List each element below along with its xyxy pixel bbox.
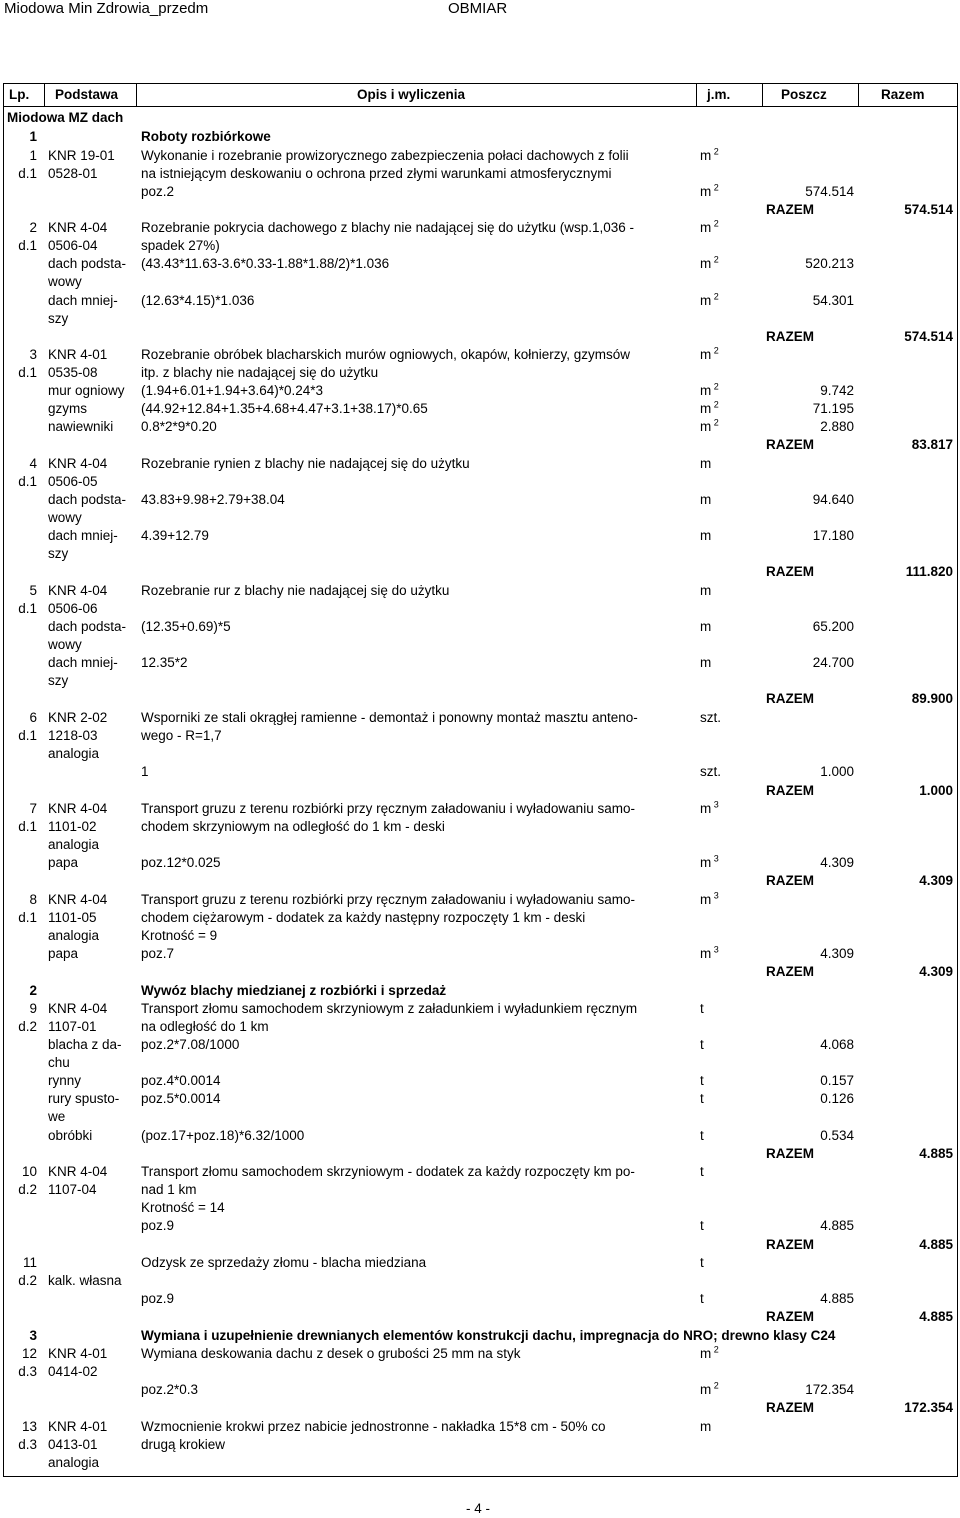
item-basis: rury spusto- — [48, 1091, 120, 1106]
unit-of-measure: t — [700, 1037, 704, 1052]
item-description: chodem skrzyniowym na odległość do 1 km - deski — [141, 819, 445, 834]
item-number: 7 — [29, 801, 37, 816]
item-basis: analogia — [48, 928, 100, 943]
section-number: 3 — [29, 1328, 37, 1343]
total-value: 4.885 — [919, 1146, 953, 1161]
partial-quantity: 71.195 — [812, 401, 854, 416]
unit-of-measure: t — [700, 1291, 704, 1306]
item-basis: papa — [48, 855, 79, 870]
item-basis: 1107-01 — [48, 1019, 97, 1034]
item-number: 10 — [21, 1164, 37, 1179]
total-value: 1.000 — [919, 783, 953, 798]
partial-quantity: 172.354 — [805, 1382, 854, 1397]
unit-of-measure: m — [700, 456, 712, 471]
partial-quantity: 0.534 — [820, 1128, 854, 1143]
item-basis: 1101-02 — [48, 819, 97, 834]
unit-of-measure: m — [700, 619, 712, 634]
total-label: RAZEM — [766, 1400, 814, 1415]
unit-of-measure: m $^3$ — [700, 944, 719, 961]
column-header-poszcz: Poszcz — [781, 87, 827, 102]
unit-of-measure: m $^2$ — [700, 146, 719, 163]
item-basis: szy — [48, 546, 69, 561]
item-description: 0.8*2*9*0.20 — [141, 419, 217, 434]
item-description: Rozebranie obróbek blacharskich murów ogniowych, okapów, kołnierzy, gzymsów — [141, 347, 630, 362]
item-number: d.2 — [18, 1019, 37, 1034]
item-description: 43.83+9.98+2.79+38.04 — [141, 492, 285, 507]
item-basis: 0528-01 — [48, 166, 98, 181]
document-section: OBMIAR — [448, 0, 508, 17]
item-basis: KNR 4-01 — [48, 347, 108, 362]
item-description: nad 1 km — [141, 1182, 197, 1197]
item-basis: KNR 4-04 — [48, 892, 108, 907]
unit-of-measure: m — [700, 1419, 712, 1434]
unit-of-measure: m $^3$ — [700, 890, 719, 907]
item-basis: KNR 19-01 — [48, 148, 115, 163]
partial-quantity: 9.742 — [820, 383, 854, 398]
item-number: d.1 — [18, 601, 37, 616]
total-label: RAZEM — [766, 1146, 814, 1161]
item-description: Krotność = 9 — [141, 928, 218, 943]
total-value: 83.817 — [911, 437, 953, 452]
item-basis: 0506-04 — [48, 238, 98, 253]
item-basis: KNR 4-01 — [48, 1419, 108, 1434]
total-label: RAZEM — [766, 873, 814, 888]
item-description: Wzmocnienie krokwi przez nabicie jednostronne - nakładka 15*8 cm - 50% co — [141, 1419, 606, 1434]
item-description: Wymiana deskowania dachu z desek o grubości 25 mm na styk — [141, 1346, 521, 1361]
item-number: 9 — [29, 1001, 37, 1016]
total-value: 111.820 — [905, 564, 953, 579]
item-description: Transport gruzu z terenu rozbiórki przy ręcznym załadowaniu i wyładowaniu samo- — [141, 892, 635, 907]
partial-quantity: 4.309 — [820, 946, 854, 961]
total-label: RAZEM — [766, 1237, 814, 1252]
column-header-opis: Opis i wyliczenia — [357, 87, 466, 102]
item-description: Rozebranie rynien z blachy nie nadającej się do użytku — [141, 456, 470, 471]
total-label: RAZEM — [766, 564, 814, 579]
item-basis: KNR 4-04 — [48, 1001, 108, 1016]
total-value: 4.309 — [919, 964, 953, 979]
item-description: Transport złomu samochodem skrzyniowym - dodatek za każdy rozpoczęty km po- — [141, 1164, 635, 1179]
item-basis: 0413-01 — [48, 1437, 98, 1452]
partial-quantity: 520.213 — [805, 256, 854, 271]
item-description: chodem ciężarowym - dodatek za każdy następny rozpoczęty 1 km - deski — [141, 910, 586, 925]
item-description: (43.43*11.63-3.6*0.33-1.88*1.88/2)*1.036 — [141, 256, 390, 271]
partial-quantity: 1.000 — [820, 764, 854, 779]
item-basis: mur ogniowy — [48, 383, 125, 398]
header-divider — [858, 83, 859, 106]
partial-quantity: 24.700 — [812, 655, 854, 670]
column-header-razem: Razem — [881, 87, 925, 102]
item-description: poz.9 — [141, 1291, 175, 1306]
item-number: d.1 — [18, 819, 37, 834]
item-basis: KNR 4-04 — [48, 456, 108, 471]
unit-of-measure: m — [700, 583, 712, 598]
item-description: wego - R=1,7 — [141, 728, 222, 743]
section-title: Wymiana i uzupełnienie drewnianych elementów konstrukcji dachu, impregnacja do NRO; drewno klasy C24 — [141, 1328, 836, 1343]
item-number: 11 — [22, 1255, 37, 1270]
unit-of-measure: m $^2$ — [700, 291, 719, 308]
unit-of-measure: m $^2$ — [700, 218, 719, 235]
item-number: 13 — [21, 1419, 37, 1434]
item-basis: dach podsta- — [48, 619, 127, 634]
total-label: RAZEM — [766, 202, 814, 217]
item-description: Wsporniki ze stali okrągłej ramienne - demontaż i ponowny montaż masztu anteno- — [141, 710, 638, 725]
item-basis: obróbki — [48, 1128, 93, 1143]
item-number: 2 — [29, 220, 37, 235]
item-description: poz.2 — [141, 184, 175, 199]
section-title: Wywóz blachy miedzianej z rozbiórki i sprzedaż — [141, 983, 447, 998]
unit-of-measure: m — [700, 655, 712, 670]
unit-of-measure: t — [700, 1001, 704, 1016]
unit-of-measure: m $^2$ — [700, 1344, 719, 1361]
partial-quantity: 574.514 — [805, 184, 854, 199]
column-header-jm: j.m. — [707, 87, 731, 102]
item-number: d.2 — [18, 1182, 37, 1197]
header-divider — [44, 83, 45, 106]
item-basis: 1107-04 — [48, 1182, 97, 1197]
item-number: 5 — [29, 583, 37, 598]
unit-of-measure: m — [700, 528, 712, 543]
item-basis: KNR 4-04 — [48, 220, 108, 235]
item-number: d.1 — [18, 238, 37, 253]
item-number: d.2 — [18, 1273, 37, 1288]
column-header-lp: Lp. — [9, 87, 30, 102]
item-description: (1.94+6.01+1.94+3.64)*0.24*3 — [141, 383, 324, 398]
unit-of-measure: m $^2$ — [700, 1380, 719, 1397]
total-value: 4.885 — [919, 1309, 953, 1324]
item-number: d.1 — [18, 365, 37, 380]
item-description: poz.12*0.025 — [141, 855, 221, 870]
item-description: drugą krokiew — [141, 1437, 226, 1452]
item-basis: szy — [48, 673, 69, 688]
total-label: RAZEM — [766, 691, 814, 706]
partial-quantity: 0.126 — [820, 1091, 854, 1106]
item-basis: KNR 4-04 — [48, 1164, 108, 1179]
item-basis: kalk. własna — [48, 1273, 122, 1288]
item-description: na istniejącym deskowaniu o ochrona przed złymi warunkami atmosferycznymi — [141, 166, 612, 181]
item-basis: analogia — [48, 837, 100, 852]
item-description: Transport złomu samochodem skrzyniowym z załadunkiem i wyładunkiem ręcznym — [141, 1001, 638, 1016]
item-basis: rynny — [48, 1073, 82, 1088]
table-bottom-border — [3, 1476, 957, 1477]
unit-of-measure: t — [700, 1091, 704, 1106]
item-basis: analogia — [48, 1455, 100, 1470]
unit-of-measure: m $^2$ — [700, 182, 719, 199]
item-basis: we — [48, 1109, 66, 1124]
item-description: poz.2*7.08/1000 — [141, 1037, 240, 1052]
item-basis: dach podsta- — [48, 492, 127, 507]
unit-of-measure: m $^2$ — [700, 381, 719, 398]
partial-quantity: 2.880 — [820, 419, 854, 434]
item-basis: KNR 4-04 — [48, 801, 108, 816]
table-right-border — [957, 83, 958, 1477]
unit-of-measure: t — [700, 1218, 704, 1233]
item-basis: 1101-05 — [48, 910, 97, 925]
header-divider — [762, 83, 763, 106]
header-divider — [696, 83, 697, 106]
item-description: poz.9 — [141, 1218, 175, 1233]
item-basis: nawiewniki — [48, 419, 114, 434]
item-basis: KNR 4-04 — [48, 583, 108, 598]
partial-quantity: 94.640 — [812, 492, 854, 507]
unit-of-measure: m — [700, 492, 712, 507]
project-name: Miodowa MZ dach — [7, 110, 124, 125]
item-basis: dach mniej- — [48, 655, 118, 670]
unit-of-measure: m $^2$ — [700, 417, 719, 434]
item-basis: KNR 4-01 — [48, 1346, 108, 1361]
unit-of-measure: m $^2$ — [700, 254, 719, 271]
item-basis: dach podsta- — [48, 256, 127, 271]
partial-quantity: 0.157 — [820, 1073, 854, 1088]
item-basis: dach mniej- — [48, 528, 118, 543]
item-number: 8 — [29, 892, 37, 907]
partial-quantity: 4.885 — [820, 1218, 854, 1233]
item-description: 1 — [141, 764, 149, 779]
item-description: poz.2*0.3 — [141, 1382, 199, 1397]
total-value: 574.514 — [904, 329, 953, 344]
unit-of-measure: m $^2$ — [700, 345, 719, 362]
total-value: 4.309 — [919, 873, 953, 888]
item-description: (12.35+0.69)*5 — [141, 619, 231, 634]
item-description: Odzysk ze sprzedaży złomu - blacha miedziana — [141, 1255, 427, 1270]
item-description: Rozebranie pokrycia dachowego z blachy nie nadającej się do użytku (wsp.1,036 - — [141, 220, 635, 235]
item-description: Rozebranie rur z blachy nie nadającej się do użytku — [141, 583, 450, 598]
section-number: 1 — [29, 129, 37, 144]
item-basis: KNR 2-02 — [48, 710, 108, 725]
item-basis: szy — [48, 311, 69, 326]
total-label: RAZEM — [766, 964, 814, 979]
section-title: Roboty rozbiórkowe — [141, 129, 271, 144]
item-number: 4 — [29, 456, 37, 471]
item-number: d.3 — [18, 1364, 37, 1379]
unit-of-measure: m $^2$ — [700, 399, 719, 416]
total-label: RAZEM — [766, 1309, 814, 1324]
item-description: poz.4*0.0014 — [141, 1073, 221, 1088]
total-value: 172.354 — [904, 1400, 953, 1415]
item-description: (44.92+12.84+1.35+4.68+4.47+3.1+38.17)*0.65 — [141, 401, 428, 416]
document-title: Miodowa Min Zdrowia_przedm — [4, 0, 209, 17]
item-number: 6 — [29, 710, 37, 725]
unit-of-measure: m $^3$ — [700, 799, 719, 816]
total-label: RAZEM — [766, 329, 814, 344]
partial-quantity: 4.885 — [820, 1291, 854, 1306]
unit-of-measure: t — [700, 1255, 704, 1270]
item-description: na odległość do 1 km — [141, 1019, 269, 1034]
unit-of-measure: m $^3$ — [700, 853, 719, 870]
total-value: 574.514 — [904, 202, 953, 217]
item-number: d.1 — [18, 474, 37, 489]
page-number: - 4 - — [466, 1501, 491, 1516]
item-basis: gzyms — [48, 401, 88, 416]
item-description: 4.39+12.79 — [141, 528, 209, 543]
item-number: d.1 — [18, 910, 37, 925]
item-basis: analogia — [48, 746, 100, 761]
item-number: d.1 — [18, 728, 37, 743]
item-description: poz.5*0.0014 — [141, 1091, 221, 1106]
item-description: (poz.17+poz.18)*6.32/1000 — [141, 1128, 305, 1143]
item-basis: 0414-02 — [48, 1364, 98, 1379]
partial-quantity: 4.068 — [820, 1037, 854, 1052]
item-description: spadek 27%) — [141, 238, 220, 253]
partial-quantity: 65.200 — [812, 619, 854, 634]
item-basis: 0506-06 — [48, 601, 98, 616]
total-label: RAZEM — [766, 783, 814, 798]
partial-quantity: 17.180 — [812, 528, 854, 543]
partial-quantity: 4.309 — [820, 855, 854, 870]
item-basis: blacha z da- — [48, 1037, 122, 1052]
header-divider — [136, 83, 137, 106]
item-basis: papa — [48, 946, 79, 961]
total-value: 89.900 — [911, 691, 953, 706]
item-description: poz.7 — [141, 946, 175, 961]
item-description: 12.35*2 — [141, 655, 188, 670]
item-description: itp. z blachy nie nadającej się do użytku — [141, 365, 379, 380]
column-header-podstawa: Podstawa — [55, 87, 119, 102]
item-basis: wowy — [48, 637, 82, 652]
section-number: 2 — [29, 983, 37, 998]
item-basis: wowy — [48, 274, 82, 289]
total-value: 4.885 — [919, 1237, 953, 1252]
item-basis: 0506-05 — [48, 474, 98, 489]
unit-of-measure: szt. — [700, 764, 722, 779]
item-number: 12 — [21, 1346, 37, 1361]
item-number: 3 — [29, 347, 37, 362]
item-basis: wowy — [48, 510, 82, 525]
item-basis: 0535-08 — [48, 365, 98, 380]
item-description: Transport gruzu z terenu rozbiórki przy ręcznym załadowaniu i wyładowaniu samo- — [141, 801, 635, 816]
item-basis: dach mniej- — [48, 293, 118, 308]
table-header-divider — [3, 106, 957, 107]
table-top-border — [3, 83, 957, 84]
unit-of-measure: t — [700, 1073, 704, 1088]
item-basis: chu — [48, 1055, 70, 1070]
unit-of-measure: t — [700, 1128, 704, 1143]
item-description: Krotność = 14 — [141, 1200, 225, 1215]
item-basis: 1218-03 — [48, 728, 98, 743]
partial-quantity: 54.301 — [812, 293, 854, 308]
total-label: RAZEM — [766, 437, 814, 452]
item-description: (12.63*4.15)*1.036 — [141, 293, 255, 308]
item-description: Wykonanie i rozebranie prowizorycznego zabezpieczenia połaci dachowych z folii — [141, 148, 629, 163]
item-number: d.1 — [18, 166, 37, 181]
unit-of-measure: t — [700, 1164, 704, 1179]
unit-of-measure: szt. — [700, 710, 722, 725]
item-number: d.3 — [18, 1437, 37, 1452]
item-number: 1 — [29, 148, 37, 163]
